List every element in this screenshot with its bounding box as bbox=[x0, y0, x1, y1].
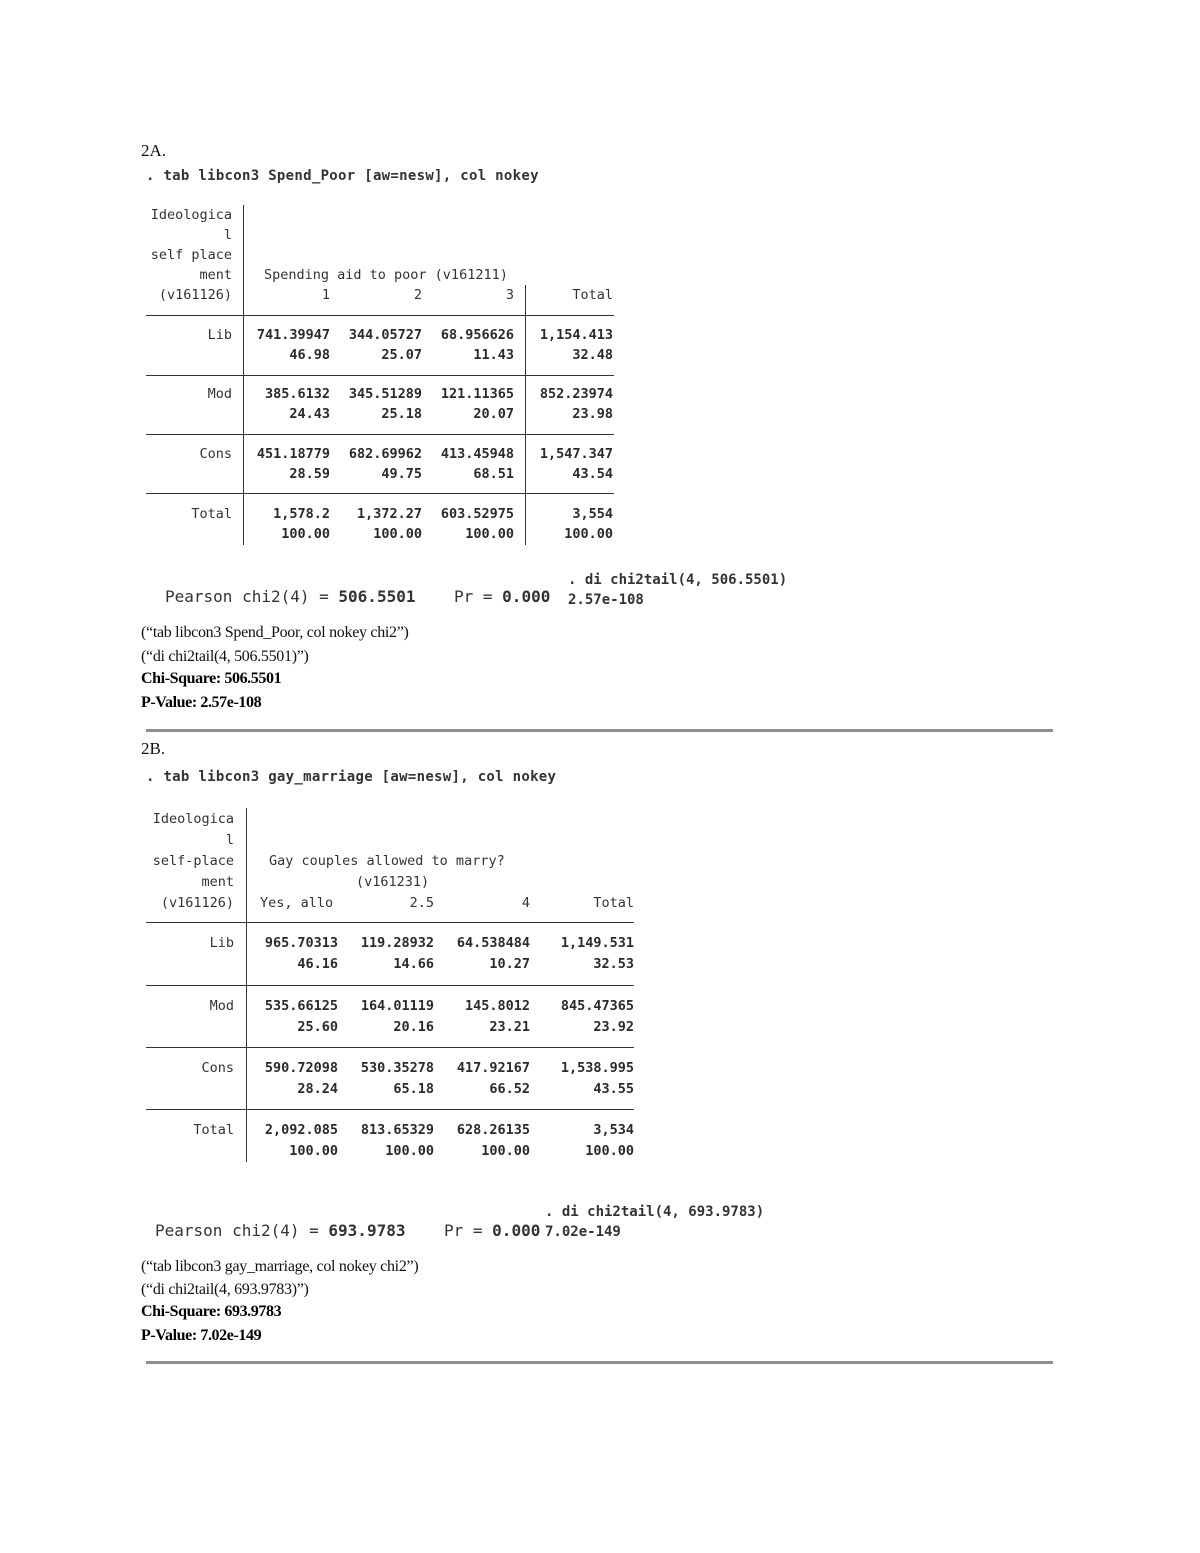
column-label: Yes, allo bbox=[260, 895, 334, 911]
table-cell: 1,547.347 bbox=[539, 446, 613, 462]
chi-square-result: Chi-Square: 506.5501 bbox=[141, 670, 282, 687]
table-cell: 68.956626 bbox=[440, 327, 514, 343]
section-a-crosstab bbox=[146, 205, 616, 545]
column-header-title: Gay couples allowed to marry? bbox=[269, 853, 505, 869]
row-header-line: l bbox=[223, 227, 232, 243]
row-rule bbox=[146, 375, 614, 376]
table-cell-pct: 100.00 bbox=[385, 1143, 434, 1159]
row-header-line: Ideologica bbox=[150, 207, 232, 223]
table-cell-pct: 100.00 bbox=[373, 526, 422, 542]
table-cell-pct: 100.00 bbox=[585, 1143, 634, 1159]
pr-value: 0.000 bbox=[502, 587, 551, 606]
pearson-stat bbox=[165, 587, 550, 606]
table-cell-pct: 49.75 bbox=[381, 466, 422, 482]
column-label: 3 bbox=[505, 287, 514, 303]
command-note: (“di chi2tail(4, 506.5501)”) bbox=[141, 648, 309, 665]
table-cell-pct: 11.43 bbox=[473, 347, 514, 363]
column-label: Total bbox=[572, 287, 613, 303]
chi-square-result: Chi-Square: 693.9783 bbox=[141, 1303, 282, 1320]
pearson-label: Pearson chi2(4) = bbox=[165, 587, 329, 606]
table-cell-pct: 32.48 bbox=[572, 347, 613, 363]
column-label: 4 bbox=[521, 895, 530, 911]
table-cell-pct: 28.24 bbox=[297, 1081, 338, 1097]
table-cell: 965.70313 bbox=[264, 935, 338, 951]
table-cell: 417.92167 bbox=[456, 1060, 530, 1076]
column-label: 1 bbox=[321, 287, 330, 303]
total-column-divider bbox=[525, 285, 526, 545]
row-rule bbox=[146, 434, 614, 435]
row-label: Lib bbox=[207, 327, 232, 343]
row-header-line: ment bbox=[201, 874, 234, 890]
section-b-crosstab bbox=[146, 808, 636, 1164]
table-cell: 1,154.413 bbox=[539, 327, 613, 343]
pearson-value: 693.9783 bbox=[328, 1221, 406, 1240]
section-b-command: . tab libcon3 gay_marriage [aw=nesw], col nokey bbox=[146, 769, 557, 785]
table-cell-pct: 25.07 bbox=[381, 347, 422, 363]
pr-label: Pr = bbox=[444, 1221, 483, 1240]
table-cell: 119.28932 bbox=[360, 935, 434, 951]
table-cell: 145.8012 bbox=[464, 998, 530, 1014]
row-header-line: self-place bbox=[152, 853, 234, 869]
table-cell-pct: 28.59 bbox=[289, 466, 330, 482]
pearson-value: 506.5501 bbox=[338, 587, 416, 606]
row-header-line: (v161126) bbox=[158, 287, 232, 303]
di-command: . di chi2tail(4, 693.9783) bbox=[545, 1204, 765, 1220]
table-cell-pct: 23.92 bbox=[593, 1019, 634, 1035]
table-cell: 1,538.995 bbox=[560, 1060, 634, 1076]
row-label: Total bbox=[191, 506, 232, 522]
row-header-line: l bbox=[225, 832, 234, 848]
table-cell: 628.26135 bbox=[456, 1122, 530, 1138]
table-cell: 2,092.085 bbox=[264, 1122, 338, 1138]
table-cell: 845.47365 bbox=[560, 998, 634, 1014]
table-cell: 345.51289 bbox=[348, 386, 422, 402]
table-cell: 3,534 bbox=[593, 1122, 634, 1138]
table-cell: 413.45948 bbox=[440, 446, 514, 462]
table-cell-pct: 20.16 bbox=[393, 1019, 434, 1035]
table-cell-pct: 32.53 bbox=[593, 956, 634, 972]
table-cell-pct: 68.51 bbox=[473, 466, 514, 482]
p-value-result: P-Value: 7.02e-149 bbox=[141, 1327, 262, 1344]
row-label: Cons bbox=[201, 1060, 234, 1076]
command-note: (“di chi2tail(4, 693.9783)”) bbox=[141, 1281, 309, 1298]
command-note: (“tab libcon3 gay_marriage, col nokey chi2”) bbox=[141, 1258, 419, 1275]
table-cell-pct: 66.52 bbox=[489, 1081, 530, 1097]
table-cell: 813.65329 bbox=[360, 1122, 434, 1138]
table-cell: 535.66125 bbox=[264, 998, 338, 1014]
table-cell-pct: 65.18 bbox=[393, 1081, 434, 1097]
table-cell-pct: 100.00 bbox=[481, 1143, 530, 1159]
table-cell-pct: 23.21 bbox=[489, 1019, 530, 1035]
table-cell: 3,554 bbox=[572, 506, 613, 522]
table-cell: 741.39947 bbox=[256, 327, 330, 343]
table-cell: 385.6132 bbox=[264, 386, 330, 402]
header-rule bbox=[146, 315, 614, 316]
pearson-stat bbox=[155, 1221, 540, 1240]
table-cell: 603.52975 bbox=[440, 506, 514, 522]
column-header-title: Spending aid to poor (v161211) bbox=[264, 267, 508, 283]
table-cell-pct: 46.16 bbox=[297, 956, 338, 972]
pr-value: 0.000 bbox=[492, 1221, 541, 1240]
row-label: Lib bbox=[209, 935, 234, 951]
pearson-label: Pearson chi2(4) = bbox=[155, 1221, 319, 1240]
table-cell: 121.11365 bbox=[440, 386, 514, 402]
row-header-line: Ideologica bbox=[152, 811, 234, 827]
column-label: 2.5 bbox=[409, 895, 434, 911]
table-cell: 1,372.27 bbox=[356, 506, 422, 522]
table-cell-pct: 25.18 bbox=[381, 406, 422, 422]
di-command: . di chi2tail(4, 506.5501) bbox=[568, 572, 788, 588]
row-header-line: self place bbox=[150, 247, 232, 263]
table-cell: 682.69962 bbox=[348, 446, 422, 462]
row-header-line: (v161126) bbox=[160, 895, 234, 911]
column-header-var: (v161231) bbox=[356, 874, 430, 890]
row-label: Mod bbox=[207, 386, 232, 402]
table-cell: 344.05727 bbox=[348, 327, 422, 343]
row-rule bbox=[146, 493, 614, 494]
table-cell: 852.23974 bbox=[539, 386, 613, 402]
row-rule bbox=[146, 1109, 634, 1110]
command-note: (“tab libcon3 Spend_Poor, col nokey chi2”) bbox=[141, 624, 409, 641]
pr-label: Pr = bbox=[454, 587, 493, 606]
table-cell: 590.72098 bbox=[264, 1060, 338, 1076]
table-cell-pct: 25.60 bbox=[297, 1019, 338, 1035]
section-a-command: . tab libcon3 Spend_Poor [aw=nesw], col nokey bbox=[146, 168, 539, 184]
table-cell-pct: 100.00 bbox=[281, 526, 330, 542]
p-value-result: P-Value: 2.57e-108 bbox=[141, 694, 262, 711]
table-cell-pct: 100.00 bbox=[465, 526, 514, 542]
di-result: 7.02e-149 bbox=[545, 1224, 621, 1240]
column-label: Total bbox=[593, 895, 634, 911]
table-cell-pct: 10.27 bbox=[489, 956, 530, 972]
table-cell-pct: 23.98 bbox=[572, 406, 613, 422]
section-b-heading: 2B. bbox=[141, 739, 166, 758]
table-cell-pct: 20.07 bbox=[473, 406, 514, 422]
row-label: Cons bbox=[199, 446, 232, 462]
table-cell: 1,149.531 bbox=[560, 935, 634, 951]
section-divider bbox=[146, 1361, 1053, 1364]
table-cell: 64.538484 bbox=[456, 935, 530, 951]
table-cell-pct: 100.00 bbox=[289, 1143, 338, 1159]
row-label: Total bbox=[193, 1122, 234, 1138]
table-cell-pct: 24.43 bbox=[289, 406, 330, 422]
row-label: Mod bbox=[209, 998, 234, 1014]
table-cell-pct: 46.98 bbox=[289, 347, 330, 363]
row-header-line: ment bbox=[199, 267, 232, 283]
row-rule bbox=[146, 1047, 634, 1048]
row-rule bbox=[146, 985, 634, 986]
column-label: 2 bbox=[413, 287, 422, 303]
table-cell-pct: 43.54 bbox=[572, 466, 613, 482]
table-cell: 530.35278 bbox=[360, 1060, 434, 1076]
section-divider bbox=[146, 729, 1053, 732]
table-cell: 164.01119 bbox=[360, 998, 434, 1014]
header-rule bbox=[146, 922, 634, 923]
table-cell: 1,578.2 bbox=[273, 506, 330, 522]
table-cell-pct: 100.00 bbox=[564, 526, 613, 542]
di-result: 2.57e-108 bbox=[568, 592, 644, 608]
table-cell: 451.18779 bbox=[256, 446, 330, 462]
table-cell-pct: 14.66 bbox=[393, 956, 434, 972]
table-cell-pct: 43.55 bbox=[593, 1081, 634, 1097]
section-a-heading: 2A. bbox=[141, 141, 167, 160]
